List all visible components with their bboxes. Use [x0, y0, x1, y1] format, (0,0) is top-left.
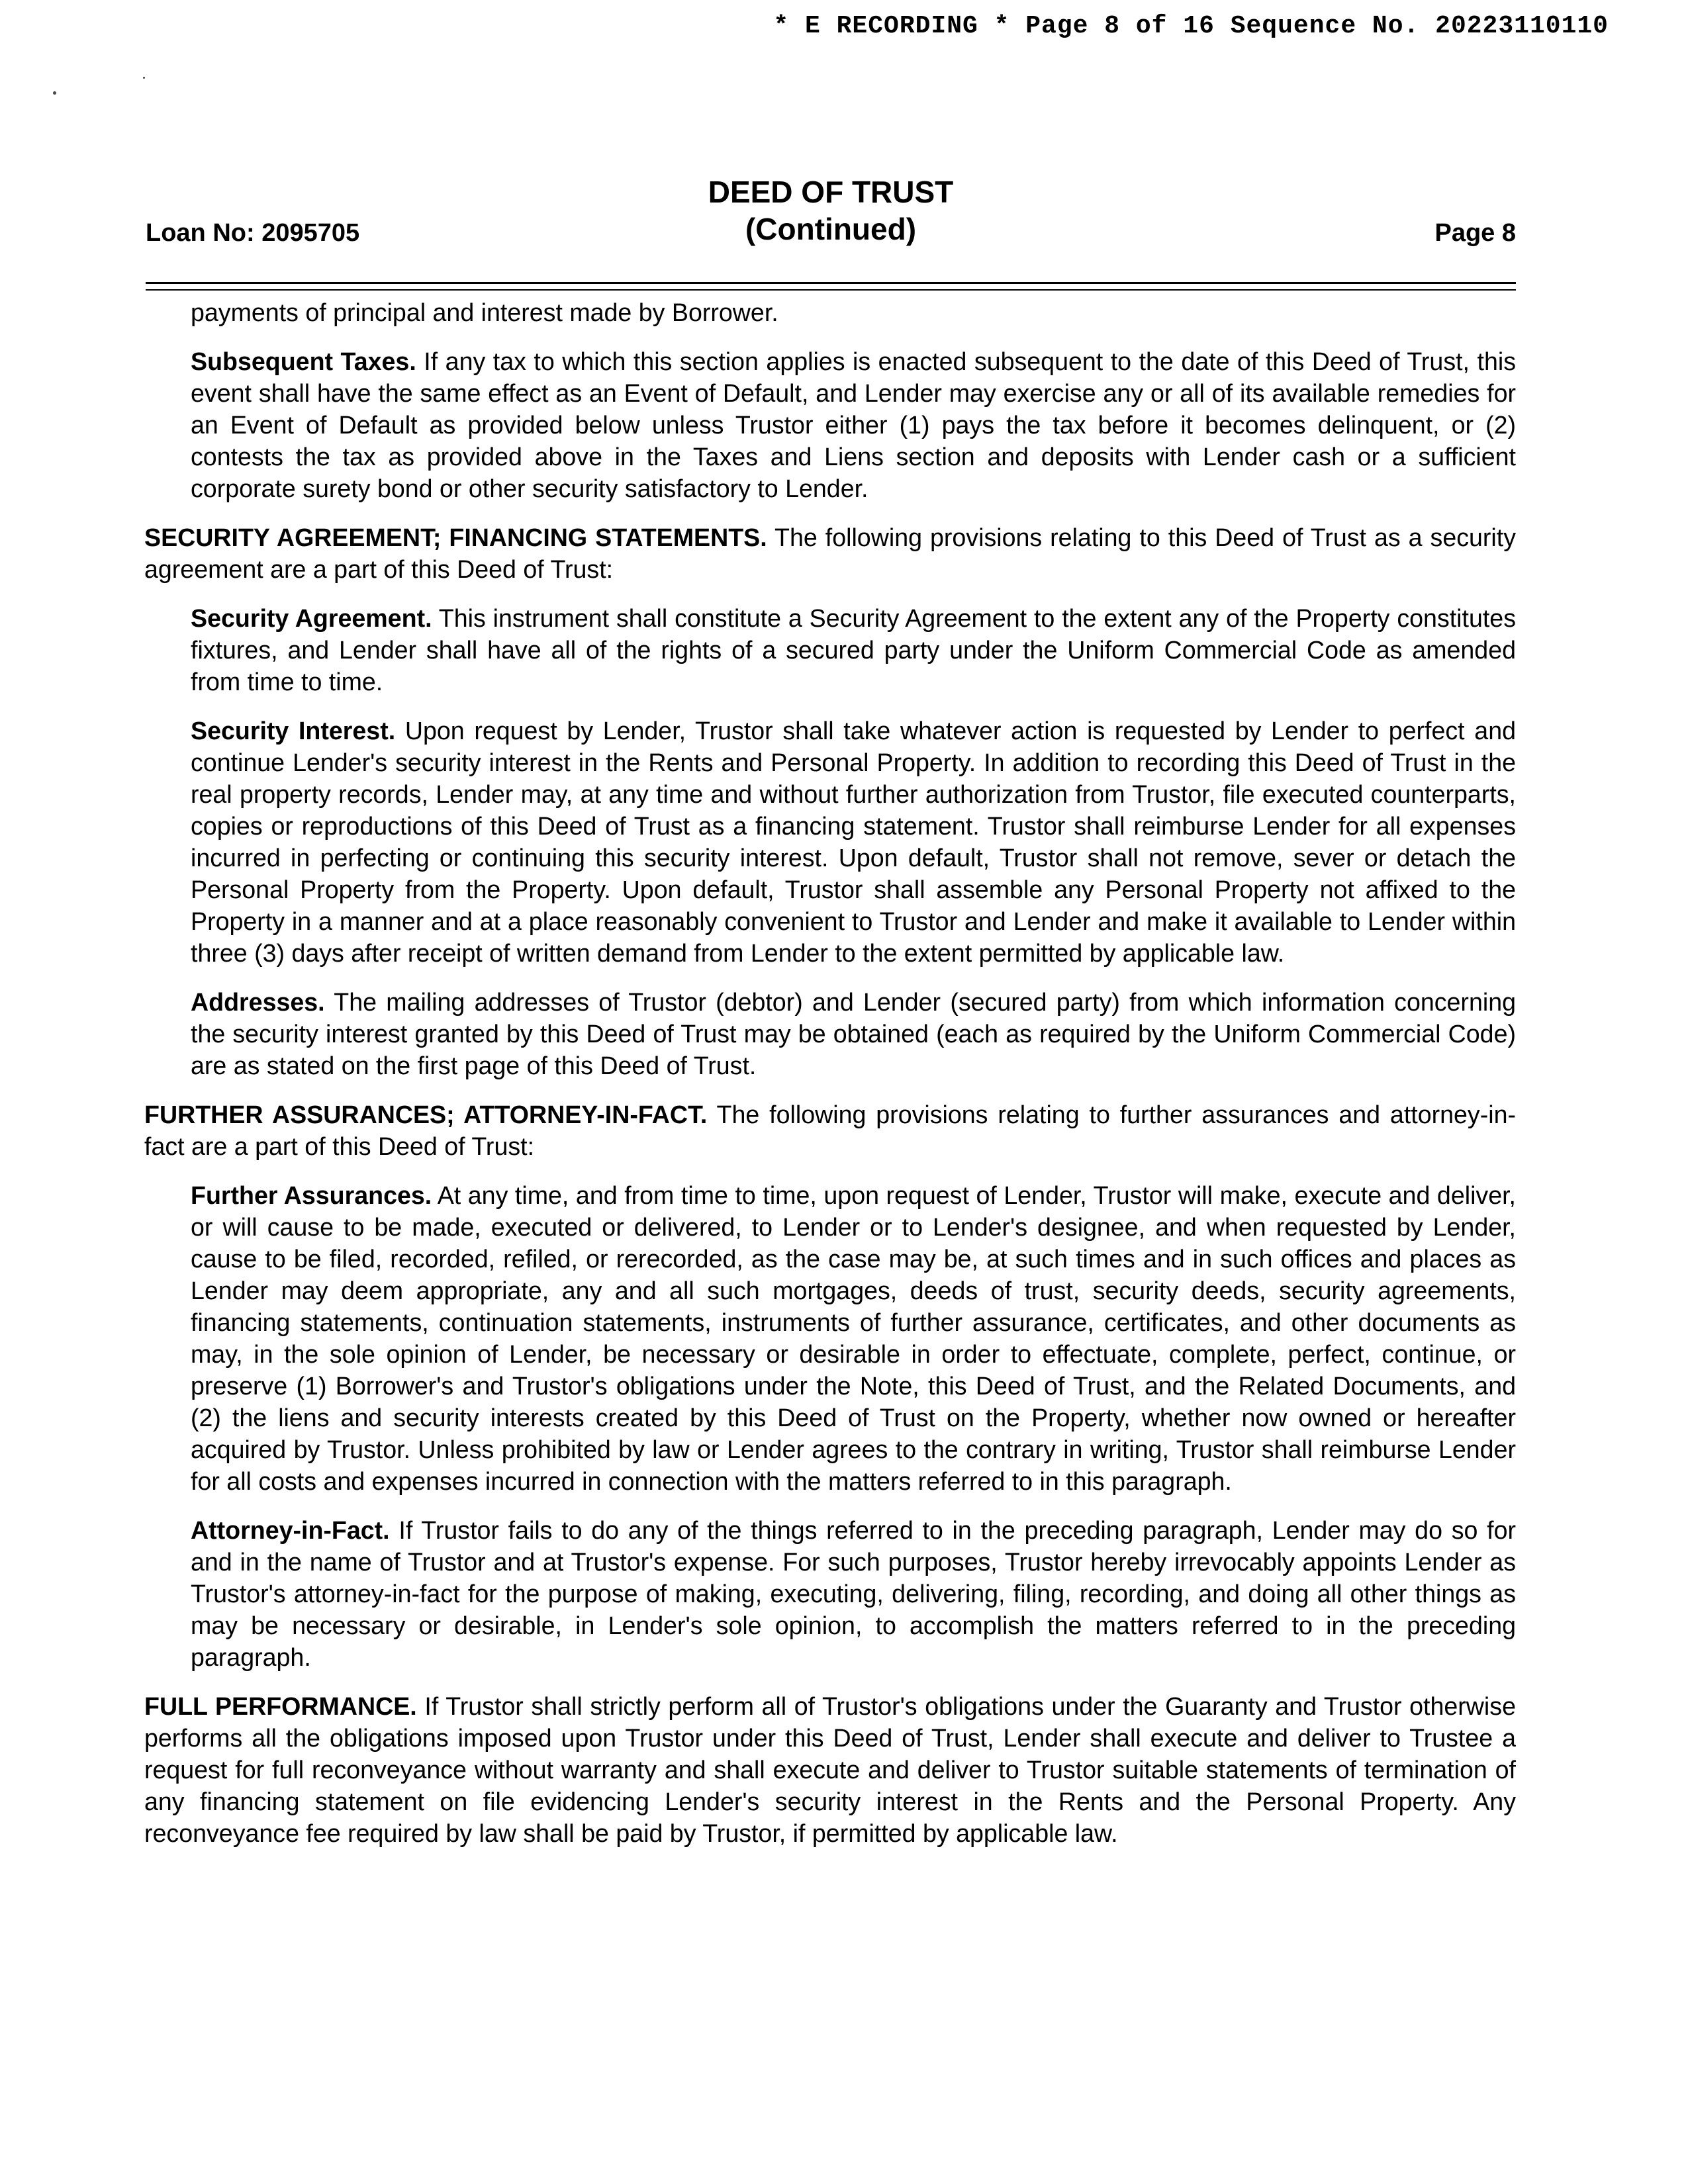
paragraph-text: This instrument shall constitute a Security Agreement to the extent any of the Property constitutes fixtures, and Lender shall have all of the rights of a secured party under the Uniform Commercial Code as amended from time to time.	[191, 604, 1516, 696]
scan-speck	[53, 91, 56, 95]
document-title	[146, 173, 1516, 248]
paragraph-heading: Subsequent Taxes.	[191, 347, 416, 375]
paragraph-further-assurances	[144, 1179, 1516, 1497]
paragraph-continuation: payments of principal and interest made by Borrower.	[191, 298, 778, 326]
section-heading: SECURITY AGREEMENT; FINANCING STATEMENTS.	[144, 523, 767, 551]
page-number: Page 8	[1434, 219, 1516, 247]
divider-line	[146, 282, 1516, 284]
paragraph-text: Upon request by Lender, Trustor shall take whatever action is requested by Lender to perfect and continue Lender's security interest in the Rents and Personal Property. In addition to recording this Deed of Trust in the real property records, Lender may, at any time and without further authorization from Trustor, file executed counterparts, copies or reproductions of this Deed of Trust as a financing statement. Trustor shall reimburse Lender for all expenses incurred in perfecting or continuing this security interest. Upon default, Trustor shall not remove, sever or detach the Personal Property from the Property. Upon default, Trustor shall assemble any Personal Property not affixed to the Property in a manner and at a place reasonably convenient to Trustor and Lender and make it available to Lender within three (3) days after receipt of written demand from Lender to the extent permitted by applicable law.	[191, 717, 1516, 967]
section-text: If Trustor shall strictly perform all of Trustor's obligations under the Guaranty and Trustor otherwise performs all the obligations imposed upon Trustor under this Deed of Trust, Lender shall execute and deliver to Trustee a request for full reconveyance without warranty and shall execute and deliver to Trustor suitable statements of termination of any financing statement on file evidencing Lender's security interest in the Rents and the Personal Property. Any reconveyance fee required by law shall be paid by Trustor, if permitted by applicable law.	[144, 1692, 1516, 1847]
paragraph-text: If any tax to which this section applies is enacted subsequent to the date of this Deed of Trust, this event shall have the same effect as an Event of Default, and Lender may exercise any or all of its available remedies for an Event of Default as provided below unless Trustor either (1) pays the tax before it becomes delinquent, or (2) contests the tax as provided above in the Taxes and Liens section and deposits with Lender cash or a sufficient corporate surety bond or other security satisfactory to Lender.	[191, 347, 1516, 502]
section-further-assurances	[144, 1099, 1516, 1162]
section-heading: FURTHER ASSURANCES; ATTORNEY-IN-FACT.	[144, 1101, 708, 1128]
loan-number: Loan No: 2095705	[146, 219, 360, 247]
paragraph-subsequent-taxes	[144, 345, 1516, 504]
paragraph-heading: Addresses.	[191, 988, 325, 1016]
paragraph-heading: Attorney-in-Fact.	[191, 1516, 390, 1544]
paragraph-text: The mailing addresses of Trustor (debtor) and Lender (secured party) from which information concerning the security interest granted by this Deed of Trust may be obtained (each as required by the Uniform Commercial Code) are as stated on the first page of this Deed of Trust.	[191, 988, 1516, 1079]
scan-speck	[143, 77, 145, 79]
paragraph-security-interest	[144, 715, 1516, 969]
section-text: The following provisions relating to this Deed of Trust as a security agreement are a part of this Deed of Trust:	[144, 523, 1517, 583]
section-text: The following provisions relating to further assurances and attorney-in-fact are a part of this Deed of Trust:	[144, 1101, 1516, 1160]
recording-stamp: * E RECORDING * Page 8 of 16 Sequence No. 20223110110	[773, 12, 1609, 40]
paragraph-text: At any time, and from time to time, upon request of Lender, Trustor will make, execute and deliver, or will cause to be made, executed or delivered, to Lender or to Lender's designee, and when requested by Lender, cause to be filed, recorded, refiled, or rerecorded, as the case may be, at such times and in such offices and places as Lender may deem appropriate, any and all such mortgages, deeds of trust, security deeds, security agreements, financing statements, continuation statements, instruments of further assurance, certificates, and other documents as may, in the sole opinion of Lender, be necessary or desirable in order to effectuate, complete, perfect, continue, or preserve (1) Borrower's and Trustor's obligations under the Note, this Deed of Trust, and the Related Documents, and (2) the liens and security interests created by this Deed of Trust on the Property, whether now owned or hereafter acquired by Trustor. Unless prohibited by law or Lender agrees to the contrary in writing, Trustor shall reimburse Lender for all costs and expenses incurred in connection with the matters referred to in this paragraph.	[191, 1181, 1516, 1495]
paragraph-text: If Trustor fails to do any of the things referred to in the preceding paragraph, Lender may do so for and in the name of Trustor and at Trustor's expense. For such purposes, Trustor hereby irrevocably appoints Lender as Trustor's attorney-in-fact for the purpose of making, executing, delivering, filing, recording, and doing all other things as may be necessary or desirable, in Lender's sole opinion, to accomplish the matters referred to in the preceding paragraph.	[191, 1516, 1516, 1671]
section-security-agreement	[144, 522, 1516, 585]
paragraph-addresses	[144, 986, 1516, 1081]
header-divider	[146, 282, 1516, 291]
section-heading: FULL PERFORMANCE.	[144, 1692, 417, 1720]
document-body	[144, 296, 1516, 1866]
section-full-performance	[144, 1690, 1516, 1849]
subtitle-line: (Continued)	[745, 212, 917, 246]
paragraph-heading: Security Agreement.	[191, 604, 432, 632]
divider-line	[146, 289, 1516, 291]
paragraph-heading: Further Assurances.	[191, 1181, 432, 1209]
page-header	[146, 173, 1516, 253]
title-line: DEED OF TRUST	[708, 175, 954, 209]
paragraph-heading: Security Interest.	[191, 717, 396, 745]
paragraph-attorney-in-fact	[144, 1514, 1516, 1673]
paragraph-security-agreement	[144, 602, 1516, 698]
